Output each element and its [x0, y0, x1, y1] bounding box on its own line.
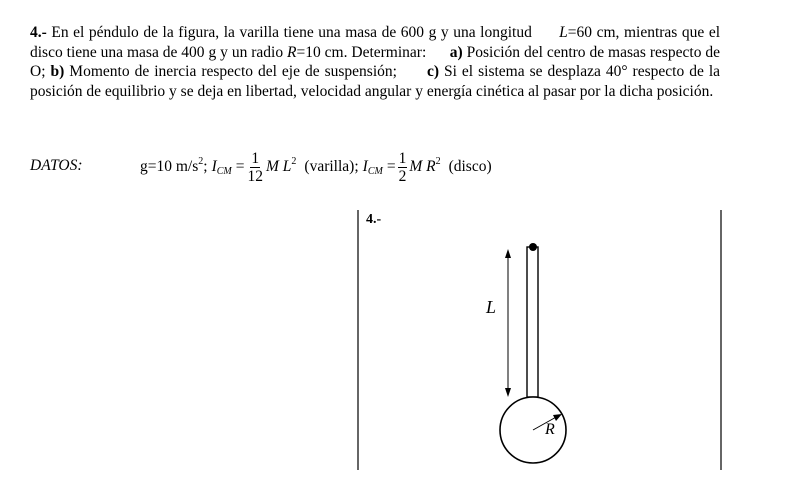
gravity-value: g=10 m/s — [140, 158, 199, 175]
problem-intro: En el péndulo de la figura, la varilla tiene una masa de 600 g y una longitud — [51, 24, 532, 41]
pivot-point — [529, 243, 537, 251]
inertia-symbol-1: I — [211, 158, 217, 175]
part-a-label: a) — [449, 43, 463, 61]
fraction-rod-denominator: 12 — [247, 167, 263, 185]
separator-1: ; — [203, 158, 208, 175]
radius-value: =10 cm. Determinar: — [296, 43, 427, 61]
mass-radius-term: M R — [409, 158, 436, 175]
inertia-subscript-1: CM — [216, 165, 232, 177]
inertia-subscript-2: CM — [367, 165, 383, 177]
radius-symbol: R — [287, 43, 297, 61]
length-symbol: L — [559, 24, 568, 41]
radius-square: 2 — [435, 155, 441, 167]
part-b-label: b) — [50, 63, 65, 80]
fraction-disc-denominator: 2 — [398, 167, 407, 185]
part-c-text: Si el sistema se desplaza 40° respecto de la posición de equilibrio y se deja en libertad, velocidad angular y energía cinética al pasar por la dicha posición. — [30, 63, 721, 100]
length-square: 2 — [291, 155, 297, 167]
equals-2: = — [386, 158, 396, 175]
problem-number: 4.- — [30, 24, 47, 41]
rod — [527, 247, 538, 397]
part-c-label: c) — [426, 63, 439, 80]
part-b-text: Momento de inercia respecto del eje de suspensión; — [69, 63, 397, 80]
fraction-disc-numerator: 1 — [398, 149, 407, 167]
equals-1: = — [235, 158, 245, 175]
rod-label: (varilla); — [304, 158, 359, 175]
radius-label: R — [545, 421, 555, 438]
gravity-exponent: 2 — [198, 155, 204, 167]
problem-mid: mientras que el disco tiene una masa de 400 g y un radio — [30, 24, 720, 61]
length-label: L — [486, 297, 497, 317]
part-a-text: Posición del centro de masas respecto de O; — [30, 43, 721, 80]
datos-label: DATOS: — [30, 157, 83, 174]
length-arrow-bottom — [505, 388, 511, 397]
figure-title: 4.- — [366, 212, 382, 227]
fraction-rod-numerator: 1 — [251, 149, 260, 167]
inertia-symbol-2: I — [362, 158, 368, 175]
mass-length-term: M L — [266, 158, 292, 175]
length-value: =60 cm, — [567, 24, 620, 41]
disc-label: (disco) — [448, 158, 492, 175]
length-arrow-top — [505, 249, 511, 258]
